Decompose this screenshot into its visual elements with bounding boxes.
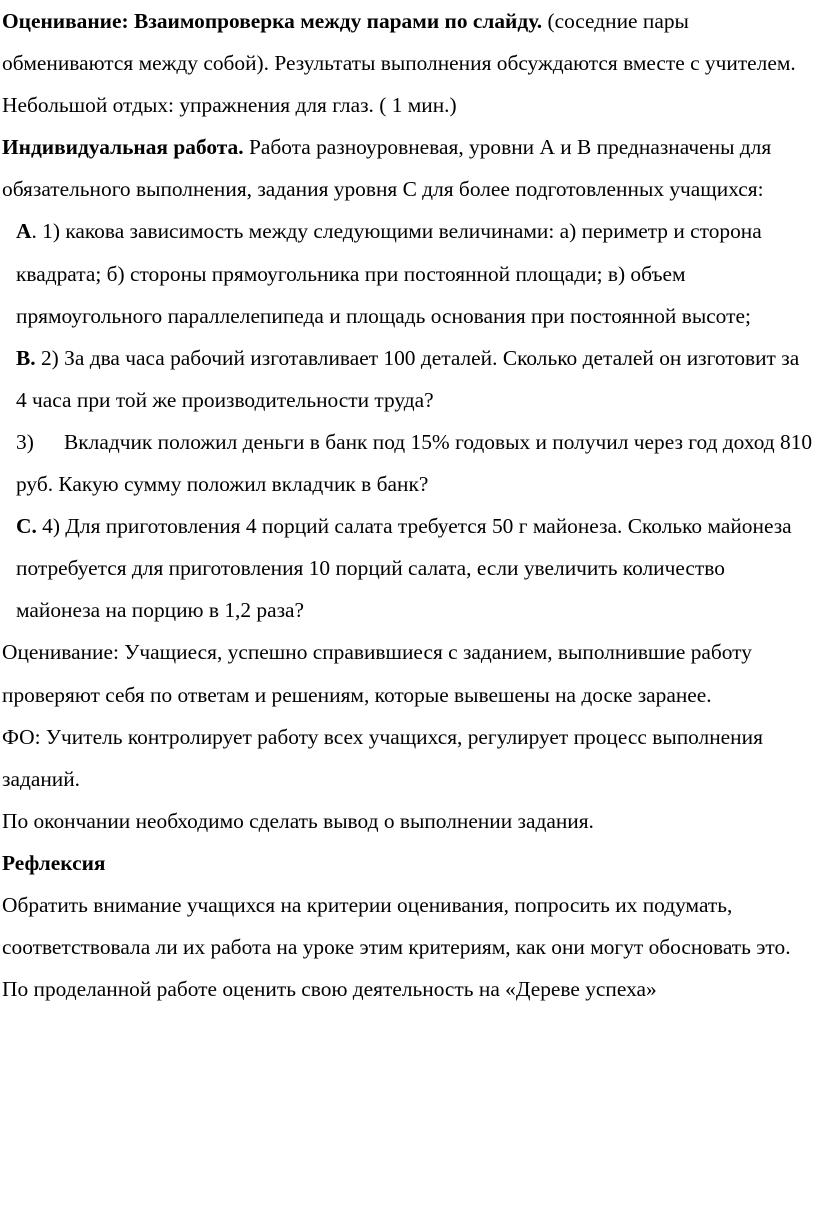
individual-work-text: Работа разноуровневая, уровни А и В предназначены для обязательного выполнения, задания уровня С для более подготовленных учащихся: (2, 135, 772, 202)
task-c-level-label: С. (16, 514, 37, 539)
task-3 (0, 421, 814, 505)
individual-work-heading: Индивидуальная работа. (2, 135, 244, 160)
self-check-text: Оценивание: Учащиеся, успешно справившиеся с заданием, выполнившие работу проверяют себя по ответам и решениям, которые вывешены на доске заранее. (2, 640, 752, 707)
task-level-c (0, 505, 814, 631)
task-level-b (0, 337, 814, 421)
peer-review-heading: Оценивание: Взаимопроверка между парами по слайду. (2, 9, 543, 33)
reflection-heading-paragraph (0, 842, 814, 884)
individual-work-paragraph (0, 126, 814, 210)
assessment-self-check-paragraph (0, 631, 814, 715)
conclusion-text: По окончании необходимо сделать вывод о выполнении задания. (2, 808, 594, 833)
eye-exercise-text: Небольшой отдых: упражнения для глаз. ( 1 мин.) (2, 93, 457, 118)
reflection-paragraph (0, 884, 814, 1010)
assessment-peer-review-paragraph (0, 0, 814, 84)
task-a-level-label: А (16, 219, 32, 244)
task-level-a (0, 210, 814, 336)
formative-assessment-paragraph (0, 716, 814, 800)
eye-exercise-paragraph (0, 84, 814, 126)
task-3-number: 3) (16, 429, 34, 454)
task-a-text: . 1) какова зависимость между следующими величинами: а) периметр и сторона квадрата; б) стороны прямоугольника при постоянной площади; в) объем прямоугольного параллелепипеда и площадь основания при постоянной высоте; (16, 219, 762, 328)
peer-review-text: (соседние пары обмениваются между собой). Результаты выполнения обсуждаются вместе с учителем. (2, 9, 796, 76)
conclusion-paragraph (0, 800, 814, 842)
task-b-text: 2) За два часа рабочий изготавливает 100 деталей. Сколько деталей он изготовит за 4 часа при той же производительности труда? (16, 345, 800, 412)
task-c-text: 4) Для приготовления 4 порций салата требуется 50 г майонеза. Сколько майонеза потребуется для приготовления 10 порций салата, если увеличить количество майонеза на порцию в 1,2 раза? (16, 514, 792, 623)
formative-assessment-text: ФО: Учитель контролирует работу всех учащихся, регулирует процесс выполнения заданий. (2, 724, 763, 791)
reflection-text: Обратить внимание учащихся на критерии оценивания, попросить их подумать, соответствовала ли их работа на уроке этим критериям, как они могут обосновать это. По проделанной работе оценить свою деятельность на «Дереве успеха» (2, 892, 791, 1002)
task-b-level-label: В. (16, 345, 36, 370)
task-3-text: Вкладчик положил деньги в банк под 15% годовых и получил через год доход 810 руб. Какую сумму положил вкладчик в банк? (16, 429, 813, 497)
reflection-heading: Рефлексия (2, 850, 106, 875)
